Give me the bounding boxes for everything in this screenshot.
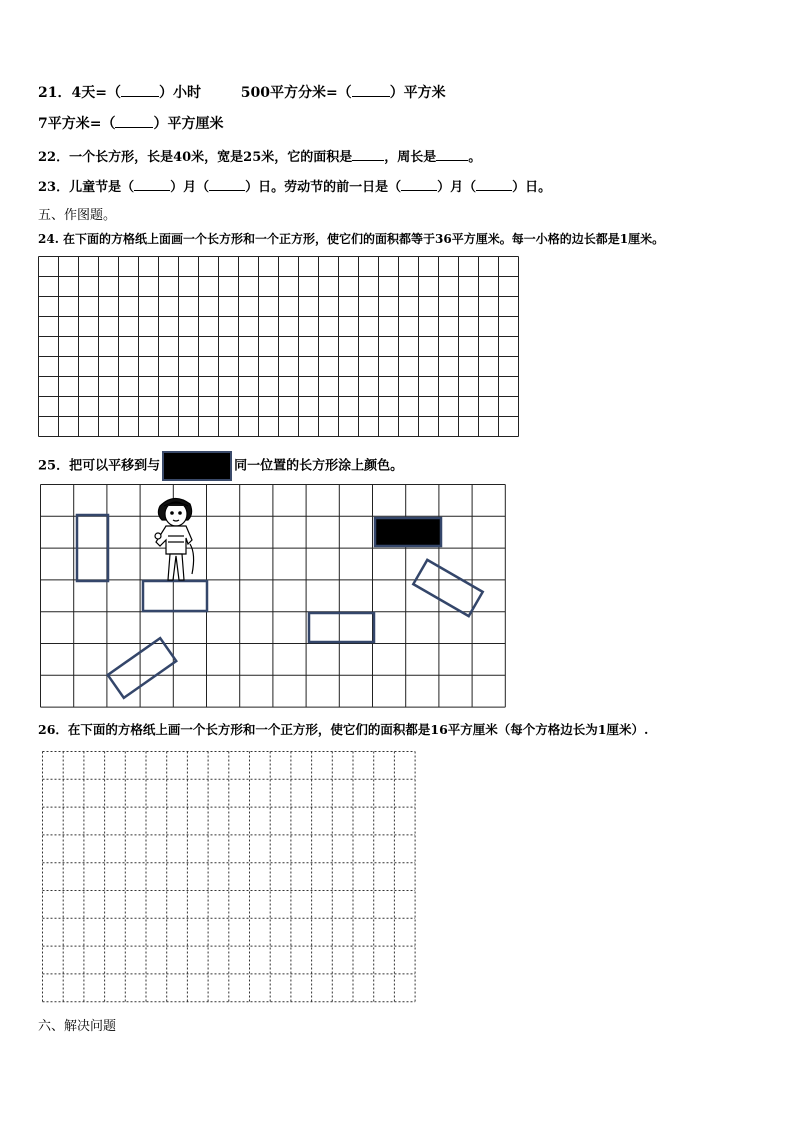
q22-text2: ，周长是 bbox=[384, 150, 437, 165]
q21-part2: 500平方分米=（ bbox=[240, 85, 352, 101]
black-target-rectangle bbox=[375, 518, 441, 546]
q25-grid-svg bbox=[40, 484, 510, 709]
tilted-rectangle-left[interactable] bbox=[108, 638, 176, 698]
answer-blank[interactable] bbox=[436, 160, 468, 161]
q23-text1: 23．儿童节是（ bbox=[38, 180, 135, 195]
q21-number: 21． bbox=[38, 85, 72, 101]
answer-blank[interactable] bbox=[115, 127, 153, 128]
q23 bbox=[38, 176, 551, 195]
q22 bbox=[38, 146, 481, 165]
answer-blank[interactable] bbox=[134, 190, 170, 191]
q24: 24. 在下面的方格纸上面画一个长方形和一个正方形，使它们的面积都等于36平方厘米。每一小格的边长都是1厘米。 bbox=[38, 232, 665, 246]
answer-blank[interactable] bbox=[401, 190, 437, 191]
q23-text5: ）日。 bbox=[512, 180, 552, 195]
answer-blank[interactable] bbox=[476, 190, 512, 191]
q26-grid-svg bbox=[42, 751, 418, 1004]
q23-text3: ）日。劳动节的前一日是（ bbox=[245, 180, 402, 195]
q24-grid[interactable] bbox=[38, 256, 520, 438]
q23-text4: ）月（ bbox=[437, 180, 477, 195]
q21-part2-end: ）平方米 bbox=[389, 85, 446, 101]
q21-line2 bbox=[38, 113, 223, 133]
q22-text3: 。 bbox=[468, 150, 482, 165]
q21-part3-end: ）平方厘米 bbox=[153, 116, 224, 132]
reference-black-rectangle bbox=[162, 451, 232, 481]
q21-part1-end: ）小时 bbox=[158, 85, 201, 101]
boy-figure bbox=[155, 498, 194, 580]
q21-part3: 7平方米=（ bbox=[38, 116, 116, 132]
section-6-heading: 六、解决问题 bbox=[38, 1019, 117, 1034]
q25-text2: 同一位置的长方形涂上颜色。 bbox=[234, 458, 404, 474]
q21-part1: 4天=（ bbox=[71, 85, 121, 101]
answer-blank[interactable] bbox=[121, 96, 159, 97]
answer-blank[interactable] bbox=[352, 160, 384, 161]
q24-grid-svg bbox=[38, 256, 520, 438]
answer-blank[interactable] bbox=[352, 96, 390, 97]
q26-grid[interactable] bbox=[42, 751, 418, 1004]
q26: 26．在下面的方格纸上画一个长方形和一个正方形，使它们的面积都是16平方厘米（每个方格边长为1厘米）. bbox=[38, 722, 649, 737]
q25-text1: 25．把可以平移到与 bbox=[38, 458, 161, 474]
horizontal-rectangle-under-boy[interactable] bbox=[143, 581, 207, 611]
q25 bbox=[38, 451, 403, 481]
q21-line1 bbox=[38, 82, 446, 102]
answer-blank[interactable] bbox=[209, 190, 245, 191]
horizontal-rectangle-lower[interactable] bbox=[309, 613, 374, 642]
q25-grid[interactable] bbox=[40, 484, 510, 709]
q23-text2: ）月（ bbox=[170, 180, 210, 195]
q22-text1: 22．一个长方形，长是40米，宽是25米，它的面积是 bbox=[38, 150, 353, 165]
section-5-heading: 五、作图题。 bbox=[38, 208, 117, 223]
